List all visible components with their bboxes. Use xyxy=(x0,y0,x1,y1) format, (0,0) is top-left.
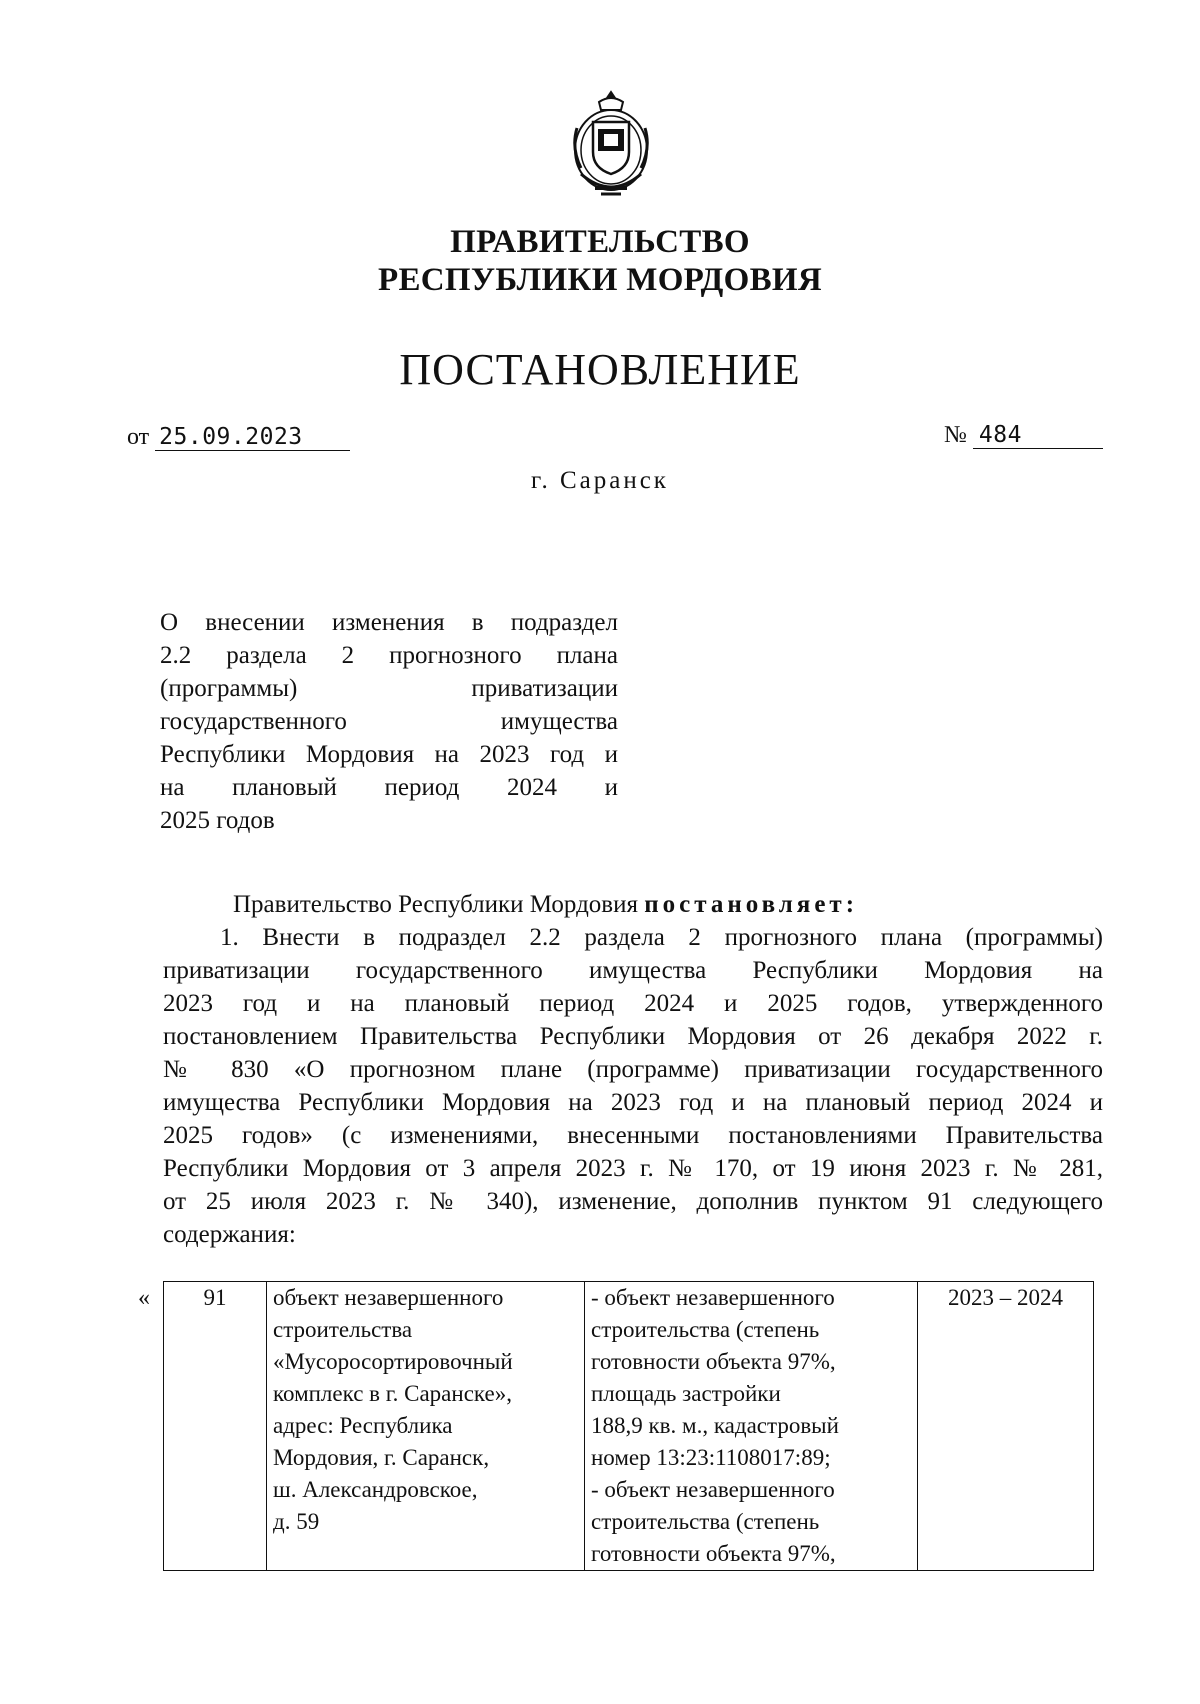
date-prefix: от xyxy=(127,424,150,450)
paragraph-line: имущества Республики Мордовия на 2023 год и на плановый период 2024 и xyxy=(163,1089,1103,1116)
description-line: строительства (степень xyxy=(591,1509,820,1534)
object-line: ш. Александровское, xyxy=(273,1477,478,1502)
description-line: площадь застройки xyxy=(591,1381,781,1406)
object-line: строительства xyxy=(273,1317,413,1342)
government-name-line2: РЕСПУБЛИКИ МОРДОВИЯ xyxy=(377,262,822,298)
decree-date-line xyxy=(127,422,350,452)
object-line: «Мусоросортировочный xyxy=(273,1349,513,1374)
privatization-period-cell xyxy=(918,1282,1094,1571)
subject-line: государственного имущества xyxy=(160,708,618,735)
description-line: номер 13:23:1108017:89; xyxy=(591,1445,831,1470)
privatization-item-table xyxy=(163,1281,1094,1571)
paragraph-line: от 25 июля 2023 г. № 340), изменение, дополнив пунктом 91 следующего xyxy=(163,1188,1103,1215)
subject-line: Республики Мордовия на 2023 год и xyxy=(160,741,618,768)
subject-line: 2.2 раздела 2 прогнозного плана xyxy=(160,642,618,669)
preamble-text: Правительство Республики Мордовия xyxy=(233,891,638,918)
table-open-quote: « xyxy=(138,1285,150,1311)
object-line: д. 59 xyxy=(273,1509,320,1534)
object-name-cell xyxy=(267,1282,585,1571)
paragraph-line: № 830 «О прогнозном плане (программе) приватизации государственного xyxy=(163,1056,1103,1083)
subject-line: 2025 годов xyxy=(160,807,275,834)
subject-line: на плановый период 2024 и xyxy=(160,774,618,801)
government-name-line1: ПРАВИТЕЛЬСТВО xyxy=(450,224,750,260)
description-line: готовности объекта 97%, xyxy=(591,1349,836,1374)
object-description-cell xyxy=(585,1282,918,1571)
document-type-title: ПОСТАНОВЛЕНИЕ xyxy=(399,345,801,394)
table-row xyxy=(164,1282,1094,1571)
paragraph-line: содержания: xyxy=(163,1221,296,1248)
object-line: Мордовия, г. Саранск, xyxy=(273,1445,490,1470)
city-name: г. Саранск xyxy=(531,467,669,494)
description-line: строительства (степень xyxy=(591,1317,820,1342)
decree-subject xyxy=(160,606,618,837)
paragraph-line: 2025 годов» (с изменениями, внесенными постановлениями Правительства xyxy=(163,1122,1103,1149)
preamble-line xyxy=(163,888,1103,921)
description-line: готовности объекта 97%, xyxy=(591,1541,836,1566)
decree-number: 484 xyxy=(973,422,1103,449)
item-number-cell xyxy=(164,1282,267,1571)
privatization-period: 2023 – 2024 xyxy=(948,1285,1063,1310)
paragraph-line: постановлением Правительства Республики Мордовия от 26 декабря 2022 г. xyxy=(163,1023,1103,1050)
decree-body xyxy=(163,888,1103,1251)
description-line: - объект незавершенного xyxy=(591,1477,835,1502)
decree-number-line xyxy=(944,420,1103,450)
coat-of-arms-emblem xyxy=(565,88,657,204)
item-number: 91 xyxy=(203,1285,227,1310)
preamble-emphasis: постановляет: xyxy=(644,891,859,918)
object-line: объект незавершенного xyxy=(273,1285,504,1310)
object-line: адрес: Республика xyxy=(273,1413,453,1438)
description-line: - объект незавершенного xyxy=(591,1285,835,1310)
number-prefix: № xyxy=(944,422,967,448)
paragraph-line: 1. Внести в подраздел 2.2 раздела 2 прогнозного плана (программы) xyxy=(220,924,1103,951)
object-line: комплекс в г. Саранске», xyxy=(273,1381,512,1406)
paragraph-line: приватизации государственного имущества Республики Мордовия на xyxy=(163,957,1103,984)
paragraph-line: 2023 год и на плановый период 2024 и 2025 годов, утвержденного xyxy=(163,990,1103,1017)
decree-date: 25.09.2023 xyxy=(155,424,350,451)
description-line: 188,9 кв. м., кадастровый xyxy=(591,1413,839,1438)
paragraph-line: Республики Мордовия от 3 апреля 2023 г. № 170, от 19 июня 2023 г. № 281, xyxy=(163,1155,1103,1182)
subject-line: (программы) приватизации xyxy=(160,675,618,702)
subject-line: О внесении изменения в подраздел xyxy=(160,609,618,636)
